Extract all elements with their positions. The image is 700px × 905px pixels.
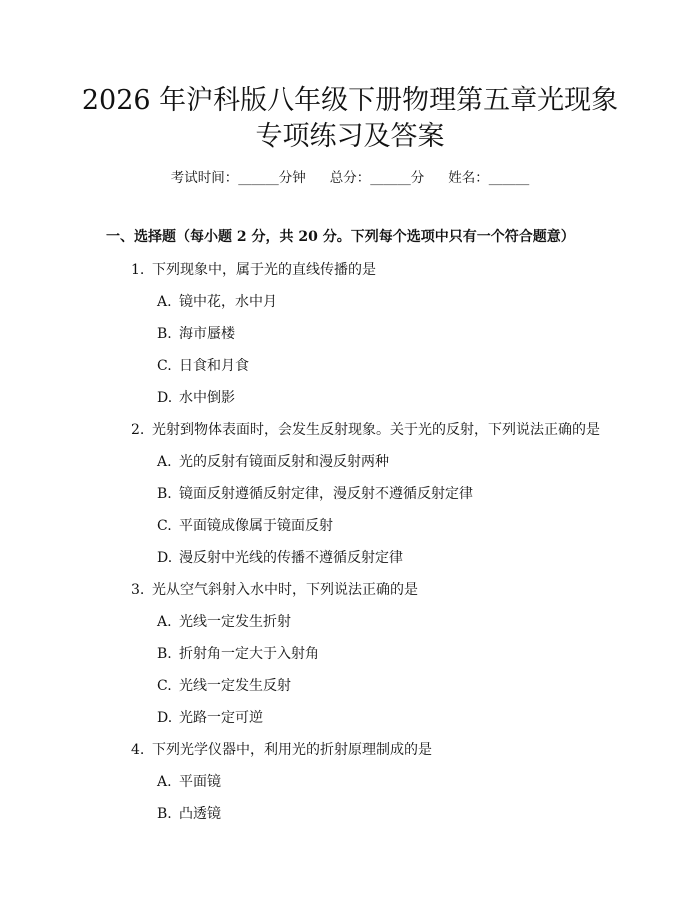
- student-name-blank: ______: [488, 170, 530, 186]
- student-name-field: [448, 168, 529, 188]
- question-3-option-d: [157, 708, 263, 728]
- option-text: 折射角一定大于入射角: [179, 646, 319, 662]
- question-2-option-d: [157, 548, 403, 568]
- exam-time-blank: ______: [238, 170, 279, 186]
- option-text: 漫反射中光线的传播不遵循反射定律: [179, 550, 403, 566]
- option-text: 凸透镜: [179, 806, 221, 822]
- document-title-line-1: 2026 年沪科版八年级下册物理第五章光现象: [81, 85, 619, 116]
- question-1: [131, 260, 376, 280]
- question-2-option-c: [157, 516, 333, 536]
- exam-time-unit: 分钟: [278, 170, 306, 186]
- option-text: 海市蜃楼: [179, 326, 235, 342]
- option-text: 平面镜: [179, 774, 221, 790]
- question-2-option-a: [157, 452, 389, 472]
- question-2: [131, 420, 600, 440]
- option-letter: B.: [157, 806, 172, 822]
- document-title-line-2: 专项练习及答案: [255, 121, 445, 152]
- student-name-label: 姓名：: [448, 170, 489, 186]
- option-letter: B.: [157, 486, 172, 502]
- question-2-option-b: [157, 484, 473, 504]
- total-score-label: 总分：: [329, 170, 371, 186]
- question-3-option-a: [157, 612, 291, 632]
- question-number: 3.: [131, 582, 145, 598]
- question-1-option-d: [157, 388, 235, 408]
- option-letter: A.: [157, 294, 172, 310]
- total-score-blank: ______: [370, 170, 411, 186]
- option-letter: B.: [157, 326, 172, 342]
- option-text: 镜中花，水中月: [179, 294, 277, 310]
- question-1-option-c: [157, 356, 249, 376]
- option-letter: C.: [157, 678, 172, 694]
- section-heading-multiple-choice: 一、选择题（每小题 2 分，共 20 分。下列每个选项中只有一个符合题意）: [106, 229, 575, 245]
- question-3-option-c: [157, 676, 291, 696]
- option-text: 镜面反射遵循反射定律，漫反射不遵循反射定律: [179, 486, 473, 502]
- question-1-option-a: [157, 292, 277, 312]
- question-stem: 下列光学仪器中，利用光的折射原理制成的是: [152, 742, 432, 758]
- option-text: 光线一定发生折射: [179, 614, 291, 630]
- question-stem: 光从空气斜射入水中时，下列说法正确的是: [152, 582, 418, 598]
- option-letter: C.: [157, 358, 172, 374]
- question-stem: 下列现象中，属于光的直线传播的是: [152, 262, 376, 278]
- exam-info-bar: [0, 168, 700, 188]
- question-4-option-b: [157, 804, 221, 824]
- option-letter: C.: [157, 518, 172, 534]
- question-3: [131, 580, 418, 600]
- option-text: 平面镜成像属于镜面反射: [179, 518, 333, 534]
- option-letter: A.: [157, 774, 172, 790]
- option-letter: B.: [157, 646, 172, 662]
- question-stem: 光射到物体表面时，会发生反射现象。关于光的反射，下列说法正确的是: [152, 422, 600, 438]
- option-letter: D.: [157, 390, 173, 406]
- total-score-field: [330, 168, 425, 188]
- question-number: 4.: [131, 742, 145, 758]
- total-score-unit: 分: [410, 170, 425, 186]
- question-number: 1.: [131, 262, 145, 278]
- question-4: [131, 740, 432, 760]
- question-3-option-b: [157, 644, 319, 664]
- option-letter: A.: [157, 614, 172, 630]
- option-letter: D.: [157, 550, 173, 566]
- option-text: 光路一定可逆: [179, 710, 263, 726]
- option-text: 水中倒影: [179, 390, 235, 406]
- option-text: 日食和月食: [179, 358, 249, 374]
- question-number: 2.: [131, 422, 145, 438]
- option-text: 光线一定发生反射: [179, 678, 291, 694]
- exam-time-field: [171, 168, 306, 188]
- question-1-option-b: [157, 324, 235, 344]
- exam-time-label: 考试时间：: [170, 170, 239, 186]
- option-letter: A.: [157, 454, 172, 470]
- option-text: 光的反射有镜面反射和漫反射两种: [179, 454, 389, 470]
- option-letter: D.: [157, 710, 173, 726]
- question-4-option-a: [157, 772, 221, 792]
